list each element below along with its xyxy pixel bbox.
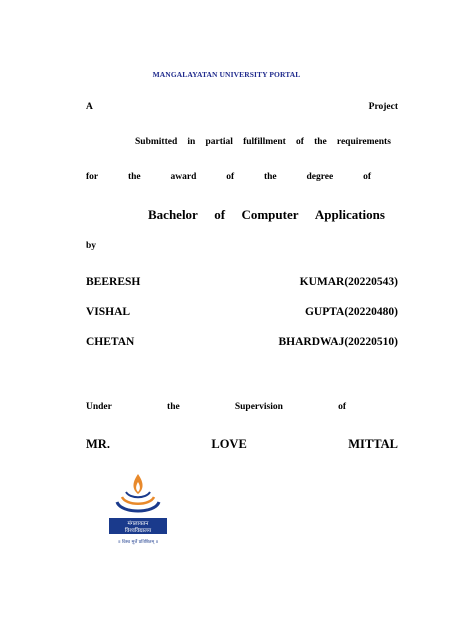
portal-title: MANGALAYATAN UNIVERSITY PORTAL	[152, 70, 301, 79]
student-first-name: CHETAN	[86, 336, 135, 348]
supervision-line	[86, 402, 346, 412]
word: fulfillment	[243, 137, 286, 147]
word: of	[226, 172, 235, 182]
award-line	[86, 172, 371, 182]
project-line	[86, 102, 398, 112]
word: A	[86, 102, 93, 112]
university-logo	[107, 470, 169, 548]
student-line	[86, 306, 398, 318]
word: MR.	[86, 437, 110, 451]
word: Bachelor	[148, 207, 198, 222]
word: of	[296, 137, 304, 147]
word: partial	[205, 137, 233, 147]
logo-name-line2: विश्वविद्यालय	[124, 528, 152, 534]
word: in	[187, 137, 196, 147]
word: Project	[368, 102, 398, 112]
word: requirements	[336, 137, 391, 147]
word: the	[167, 402, 180, 412]
word: Submitted	[135, 137, 178, 147]
student-last-name: GUPTA(20220480)	[304, 306, 398, 318]
supervisor-name	[86, 437, 398, 452]
word: the	[314, 137, 327, 147]
word: Under	[86, 402, 112, 412]
word: of	[214, 207, 226, 222]
word: of	[338, 402, 346, 412]
word: MITTAL	[348, 437, 398, 451]
word: Computer	[241, 207, 299, 222]
word: LOVE	[211, 437, 247, 451]
student-last-name: KUMAR(20220543)	[299, 276, 398, 288]
student-last-name: BHARDWAJ(20220510)	[278, 336, 398, 348]
word: Supervision	[234, 402, 283, 412]
student-first-name: BEERESH	[86, 276, 141, 288]
submitted-line	[135, 137, 391, 147]
student-first-name: VISHAL	[86, 306, 131, 318]
word: Applications	[314, 207, 385, 222]
logo-name-line1: मंगलायतन	[127, 521, 149, 527]
by-label: by	[86, 241, 97, 251]
word: for	[86, 172, 99, 182]
word: award	[170, 172, 197, 182]
student-line	[86, 276, 398, 288]
by-line	[86, 241, 398, 251]
word: the	[263, 172, 277, 182]
word: of	[363, 172, 371, 182]
logo-motto: ॥ विश्व मूर्त्ते प्रतिष्ठितम् ॥	[117, 540, 159, 545]
student-line	[86, 336, 398, 348]
degree-title	[148, 207, 385, 223]
word: degree	[306, 172, 334, 182]
word: the	[127, 172, 141, 182]
